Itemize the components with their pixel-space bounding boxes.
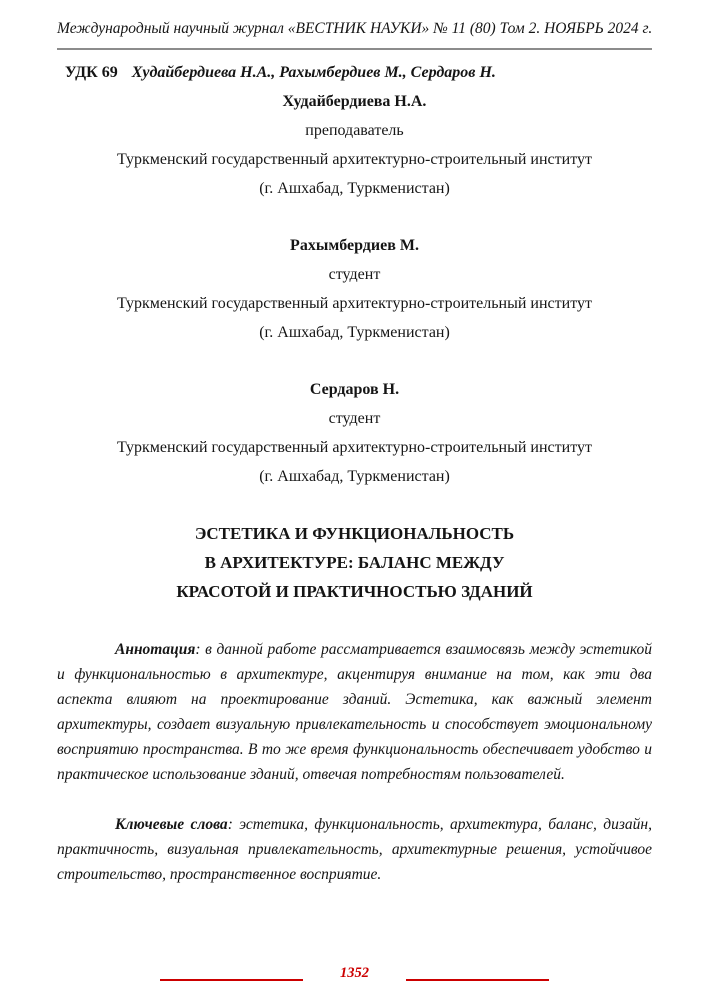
keywords-label: Ключевые слова bbox=[115, 816, 228, 833]
abstract-text: : в данной работе рассматривается взаимосвязь между эстетикой и функциональностью в архитектуре, акцентируя внимание на том, как эти два аспекта влияют на проектирование зданий. Эстетика, как важный элемент архитектуры, создает визуальную привлекательность и способствует эмоциональному восприятию пространства. В то же время функциональность обеспечивает удобство и практическое использование зданий, отвечая потребностям пользователей. bbox=[57, 641, 652, 783]
page-number: 1352 bbox=[340, 964, 369, 981]
page-footer bbox=[0, 966, 709, 988]
author-name: Сердаров Н. bbox=[309, 381, 400, 398]
keywords-paragraph bbox=[57, 812, 652, 887]
footer-rule-right bbox=[406, 979, 549, 981]
abstract-paragraph bbox=[57, 637, 652, 787]
author-location: (г. Ашхабад, Туркменистан) bbox=[259, 180, 450, 197]
header-rule bbox=[57, 48, 652, 50]
article-title bbox=[57, 519, 652, 606]
footer-rule-left bbox=[160, 979, 303, 981]
article-title-line-2: В АРХИТЕКТУРЕ: БАЛАНС МЕЖДУ bbox=[204, 553, 505, 572]
author-location: (г. Ашхабад, Туркменистан) bbox=[259, 468, 450, 485]
abstract-label: Аннотация bbox=[115, 641, 196, 658]
author-affiliation: Туркменский государственный архитектурно-строительный институт bbox=[117, 439, 592, 456]
author-role: студент bbox=[328, 410, 381, 427]
udc-line bbox=[57, 58, 652, 87]
author-block-3 bbox=[57, 375, 652, 491]
author-block-2 bbox=[57, 231, 652, 347]
keywords-text: : эстетика, функциональность, архитектура, баланс, дизайн, практичность, визуальная привлекательность, архитектурные решения, устойчивое строительство, пространственное восприятие. bbox=[57, 816, 652, 883]
journal-header-line: Международный научный журнал «ВЕСТНИК НАУКИ» № 11 (80) Том 2. НОЯБРЬ 2024 г. bbox=[57, 20, 653, 37]
author-role: студент bbox=[328, 266, 381, 283]
author-affiliation: Туркменский государственный архитектурно-строительный институт bbox=[117, 151, 592, 168]
article-title-line-3: КРАСОТОЙ И ПРАКТИЧНОСТЬЮ ЗДАНИЙ bbox=[176, 582, 533, 601]
author-block-1 bbox=[57, 87, 652, 203]
udc-label: УДК 69 bbox=[65, 64, 118, 81]
author-affiliation: Туркменский государственный архитектурно-строительный институт bbox=[117, 295, 592, 312]
udc-authors: Худайбердиева Н.А., Рахымбердиев М., Сердаров Н. bbox=[131, 64, 496, 81]
author-name: Худайбердиева Н.А. bbox=[282, 93, 427, 110]
author-role: преподаватель bbox=[305, 122, 404, 139]
article-title-line-1: ЭСТЕТИКА И ФУНКЦИОНАЛЬНОСТЬ bbox=[194, 524, 515, 543]
author-location: (г. Ашхабад, Туркменистан) bbox=[259, 324, 450, 341]
author-name: Рахымбердиев М. bbox=[290, 237, 419, 254]
